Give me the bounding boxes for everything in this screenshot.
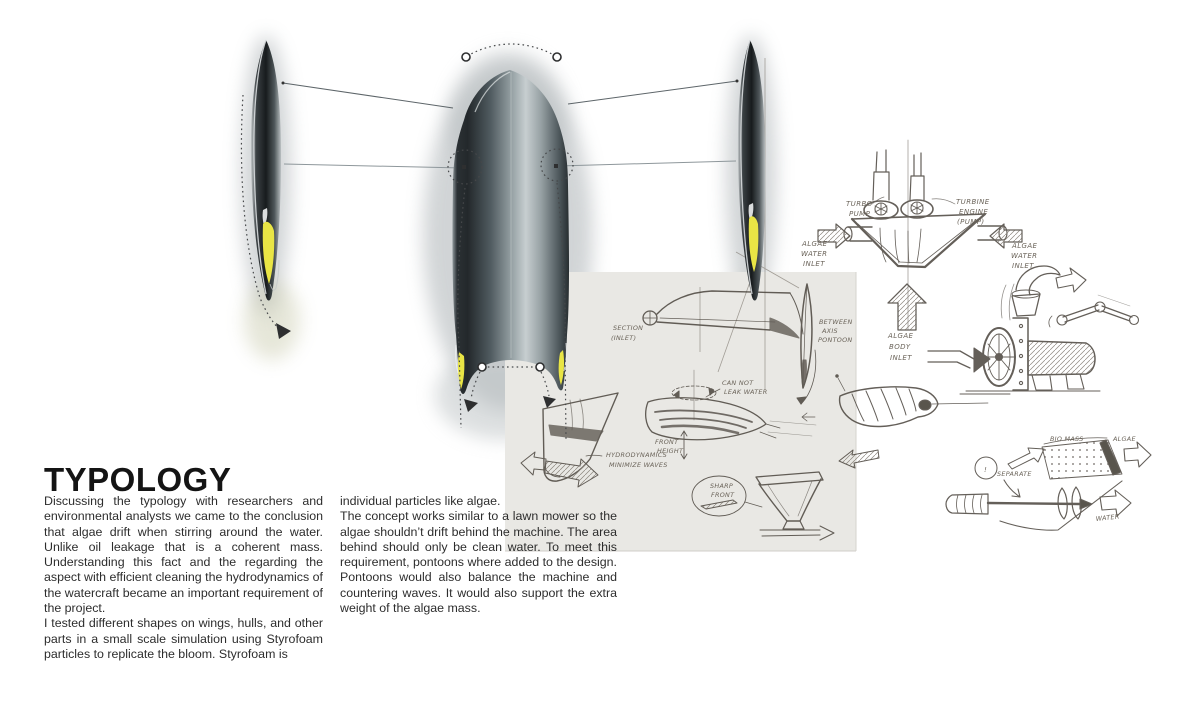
sketch-separator [946,438,1151,530]
label-exclamation: ! [984,466,988,474]
label-can-not-leak-water: CAN NOT [722,379,754,387]
label-turbine-engine: TURBINE [956,198,990,206]
label-between-axis-pontoon: BETWEEN [819,318,853,326]
svg-text:MINIMIZE WAVES: MINIMIZE WAVES [609,461,668,469]
page-title: TYPOLOGY [44,461,232,499]
svg-text:AXIS: AXIS [822,327,838,335]
label-section-inlet: SECTION [613,324,644,332]
svg-text:PUMP: PUMP [849,210,871,218]
svg-text:BODY: BODY [889,343,911,351]
label-algae-body-inlet: ALGAE [888,332,914,340]
text-column-2 [340,494,617,616]
svg-text:HEIGHT: HEIGHT [657,447,684,455]
svg-text:WATER: WATER [1011,252,1038,260]
label-sharp-front: SHARP [710,482,734,490]
label-front-height: FRONT [655,438,679,446]
svg-text:INLET: INLET [1012,262,1034,270]
label-hydrodynamics: HYDRODYNAMICS [606,451,668,459]
svg-text:LEAK WATER: LEAK WATER [724,388,768,396]
text-column-1 [44,494,323,662]
paragraph-typology-4: The concept works similar to a lawn mower so the algae shouldn’t drift behind the machine. The area behind should only be clean water. To meet this requirement, pontoons where added to the design. Pontoons would also balance the machine and countering waves. It would also support the extra weight of the algae mass. [340,509,617,616]
svg-text:FRONT: FRONT [711,491,735,499]
label-bio-mass: BIO MASS [1050,435,1084,443]
svg-text:(INLET): (INLET) [611,334,637,342]
svg-text:WATER: WATER [801,250,828,258]
sketch-ribbed-hull [836,375,988,468]
central-hull [452,70,569,394]
svg-text:INLET: INLET [803,260,825,268]
label-turbo-pump: TURBO [846,200,873,208]
svg-text:PONTOON: PONTOON [818,336,853,344]
label-water: WATER [1095,512,1120,523]
sketch-pump-machine [928,266,1139,394]
paragraph-typology-3: individual particles like algae. [340,494,501,508]
svg-text:ENGINE: ENGINE [959,208,989,216]
paragraph-typology-1: Discussing the typology with researchers and environmental analysts we came to the conclusion that algae drift when stirring around the water. Unlike oil leakage that is a coherent mass. Understanding this fact and the regarding the aspect with efficient cleaning the hydrodynamics of the watercraft became an important requirement of the project. [44,494,323,616]
label-algae-water-inlet-left: ALGAE [802,240,828,248]
label-separate: SEPARATE [997,470,1032,478]
paragraph-typology-2: I tested different shapes on wings, hulls, and other parts in a small scale simulation using Styrofoam particles to replicate the bloom. Styrofoam is [44,616,323,661]
label-algae-water-inlet-right: ALGAE [1012,242,1038,250]
label-algae: ALGAE [1113,435,1136,443]
svg-text:(PUMP): (PUMP) [957,218,985,226]
svg-text:INLET: INLET [890,354,912,362]
